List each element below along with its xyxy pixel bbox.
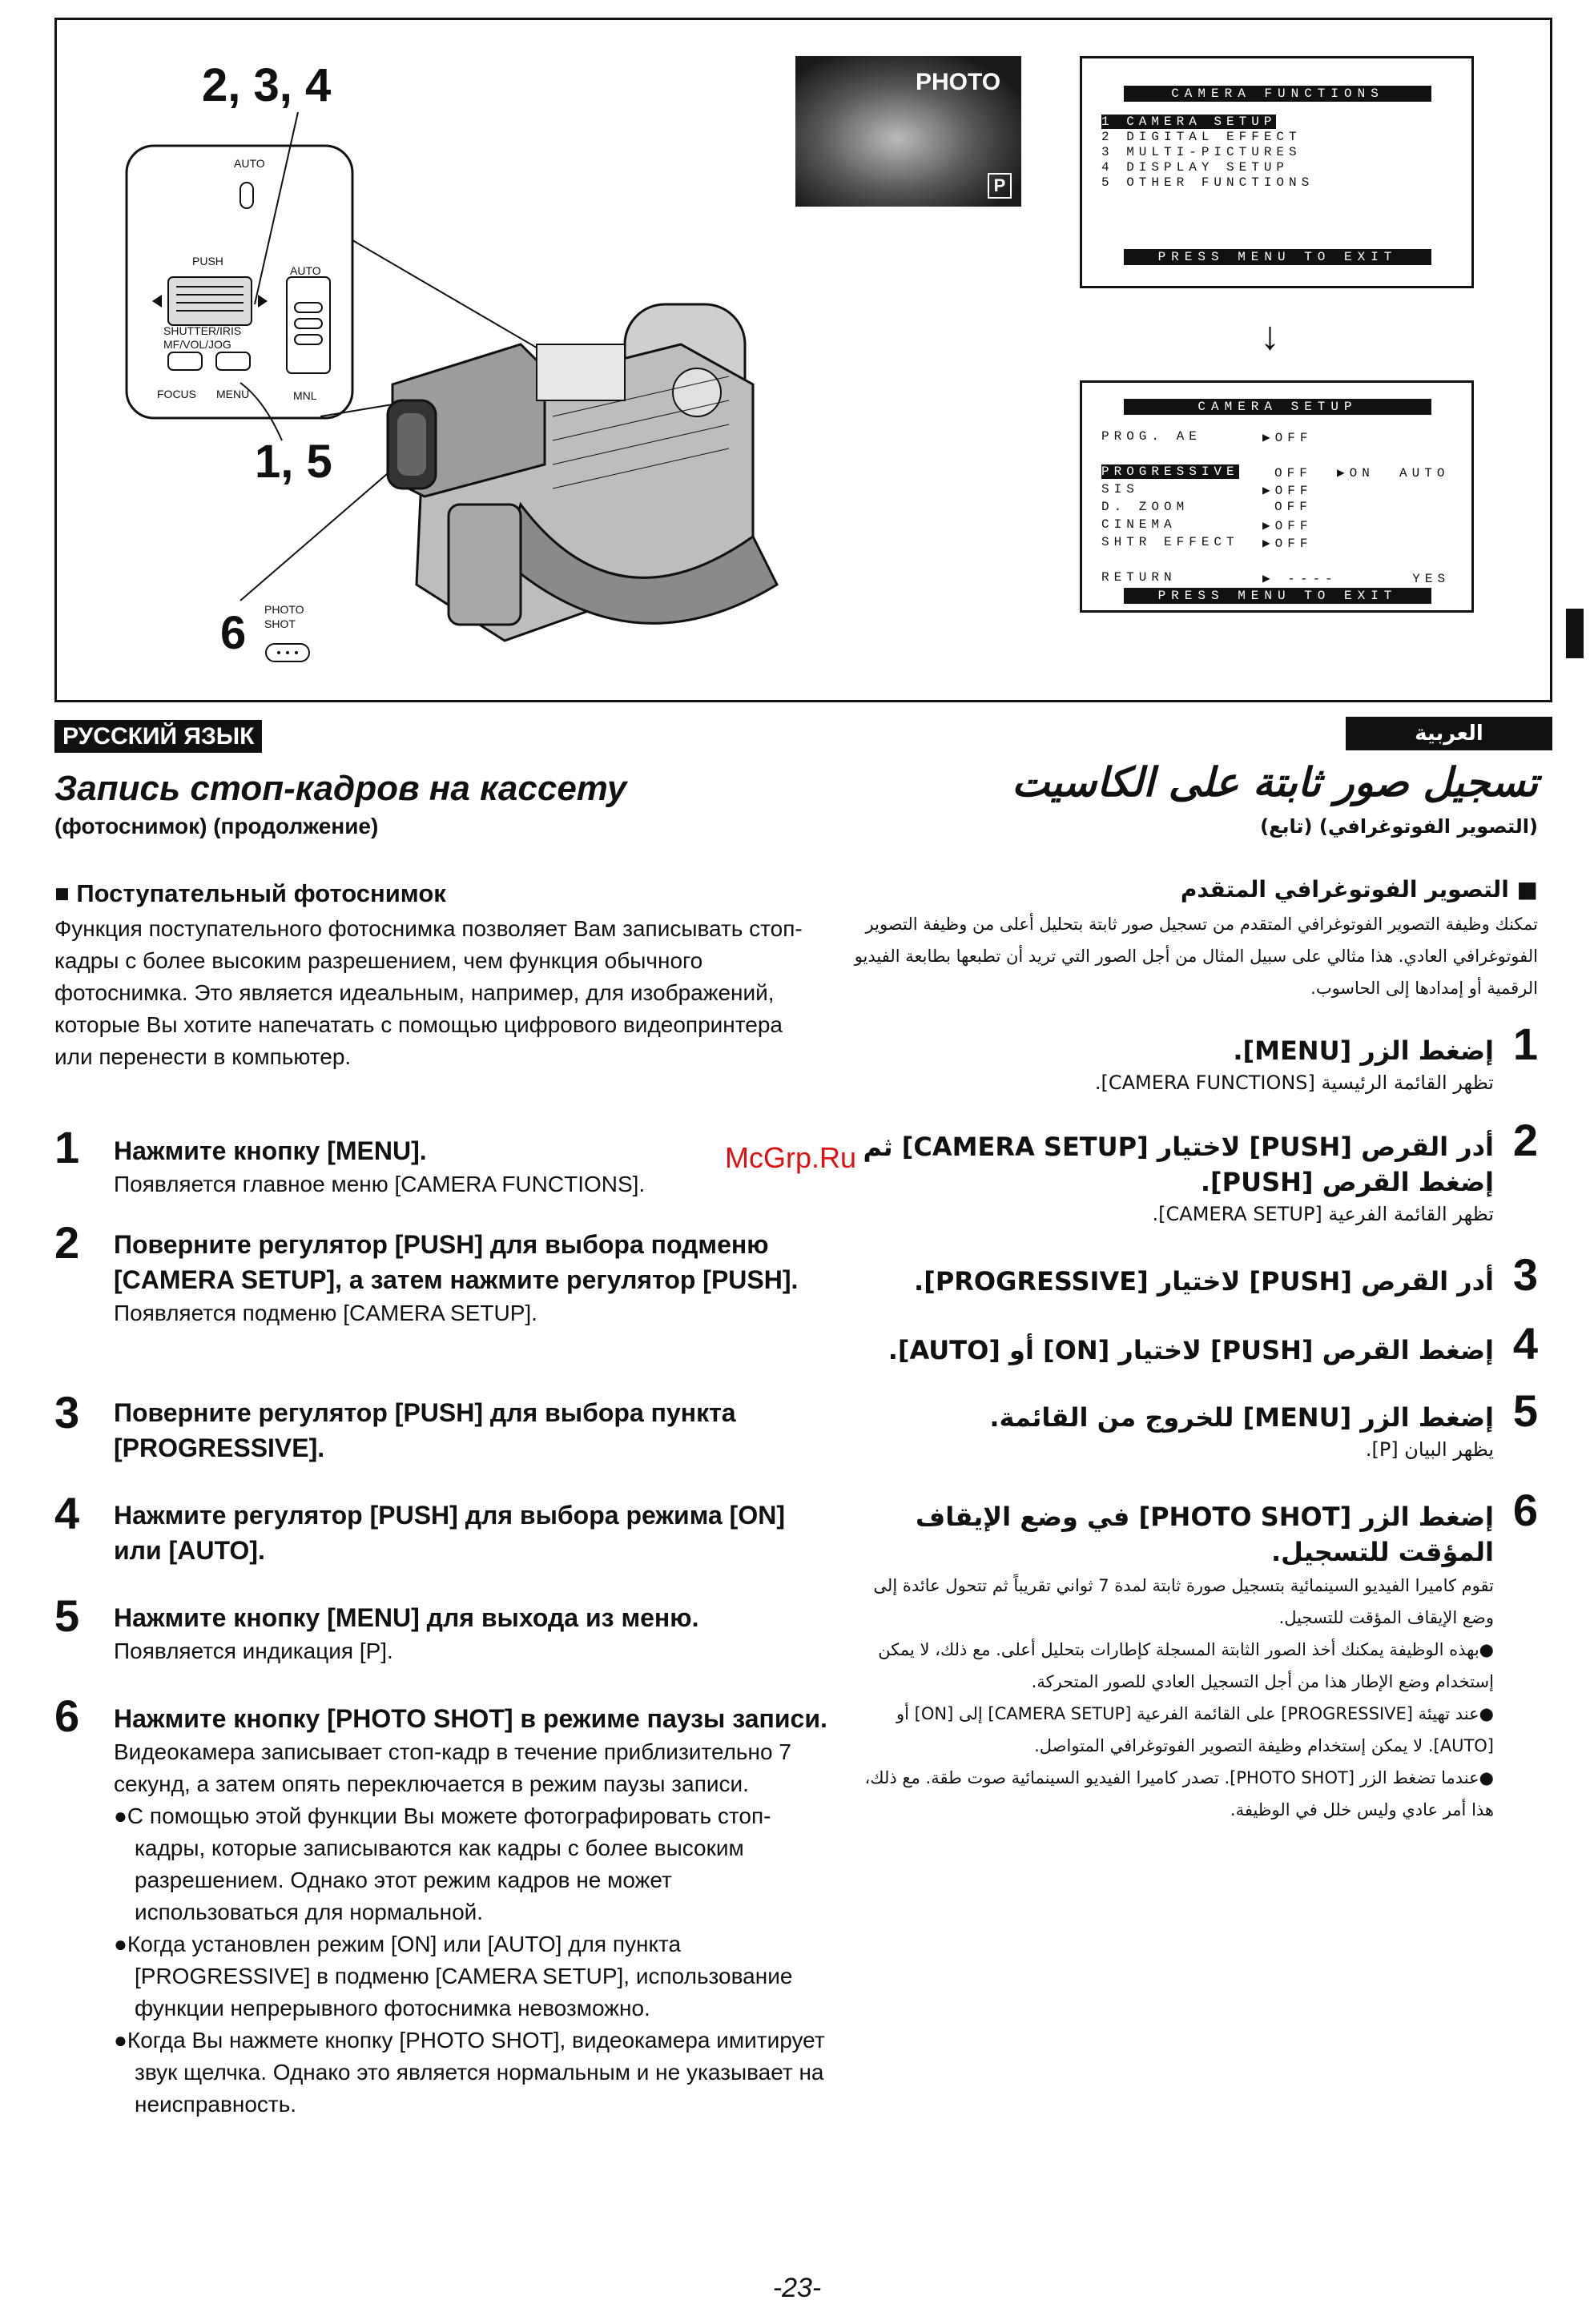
ar-step-3-number: 3 [1512,1249,1538,1300]
ar-step-2-title: أدر القرص [PUSH] لاختيار [CAMERA SETUP] ثم إضغط القرص [PUSH]. [863,1132,1494,1197]
setup-row-sis[interactable]: SIS [1101,482,1139,497]
ru-step-5-number: 5 [54,1590,80,1641]
arabic-intro: تمكنك وظيفة التصوير الفوتوغرافي المتقدم من تسجيل صور ثابتة بتحليل أعلى من وظيفة التصوير الفوتوغرافي العادي. هذا مثالي على سبيل المثال من أجل الصور التي تريد أن تطبعها بطابعة الفيديو الرقمية أو إمدادها إلى الحاسوب. [854,915,1538,998]
ar-note-1: ●بهذه الوظيفة يمكنك أخذ الصور الثابتة المسجلة كإطارات بتحليل أعلى. مع ذلك، لا يمكن إستخدام وضع الإطار هذا من أجل التسجيل العادي للصور المتحركة. [878,1640,1494,1691]
russian-subtitle: (фотоснимок) (продолжение) [54,814,379,838]
ru-step-6-number: 6 [54,1691,80,1741]
ru-step-3-title: Поверните регулятор [PUSH] для выбора пункта [PROGRESSIVE]. [114,1398,736,1462]
ru-step-1-number: 1 [54,1122,80,1172]
setup-row-sis-value: ▶OFF [1262,484,1313,498]
ar-step-4-number: 4 [1512,1318,1538,1369]
menu-item-multi-pictures[interactable]: 3 MULTI-PICTURES [1101,145,1302,159]
ar-note-3: ●عندما تضغط الزر [PHOTO SHOT]. تصدر كاميرا الفيديو السينمائية صوت طقة. مع ذلك، هذا أمر عادي وليس خلل في الوظيفة. [864,1768,1494,1819]
ru-step-1-body: Появляется главное меню [CAMERA FUNCTIONS]. [114,1172,646,1196]
menu-item-display-setup[interactable]: 4 DISPLAY SETUP [1101,160,1290,175]
setup-row-cinema-value: ▶OFF [1262,519,1313,533]
setup-row-shtr-effect-value: ▶OFF [1262,537,1313,551]
ar-step-1-number: 1 [1512,1019,1538,1069]
ru-step-2-body: Появляется подменю [CAMERA SETUP]. [114,1301,537,1325]
russian-section-heading: ■ Поступательный фотоснимок [54,879,446,907]
ar-step-5-body: يظهر البيان [P]. [1365,1438,1494,1461]
page-number: -23- [772,2273,822,2303]
label-focus: FOCUS [157,388,196,400]
setup-row-prog-ae-value: ▶OFF [1262,431,1313,445]
russian-title: Запись стоп-кадров на кассету [54,769,627,808]
ar-step-1-title: إضغط الزر [MENU]. [1233,1035,1494,1066]
arabic-section-heading: ■ التصوير الفوتوغرافي المتقدم [1180,876,1538,903]
menu-item-other-functions[interactable]: 5 OTHER FUNCTIONS [1101,175,1314,190]
camera-setup-menu [1080,380,1474,613]
setup-row-return-value: ▶ ---- YES [1262,572,1451,586]
setup-row-d-zoom[interactable]: D. ZOOM [1101,500,1189,514]
progressive-indicator-icon: P [988,173,1012,199]
setup-row-progressive-value: OFF ▶ON AUTO [1274,466,1450,480]
setup-row-progressive[interactable]: PROGRESSIVE [1101,464,1239,479]
ru-step-5-title: Нажмите кнопку [MENU] для выхода из меню. [114,1603,699,1632]
ar-step-4 [853,1333,1494,1368]
setup-row-cinema[interactable]: CINEMA [1101,517,1177,532]
ru-step-6 [114,1701,835,2121]
russian-language-tag: РУССКИЙ ЯЗЫК [54,723,262,750]
arabic-language-tag: العربية [1346,717,1552,750]
camera-functions-menu-title: CAMERA FUNCTIONS [1124,86,1431,102]
arabic-subtitle: (التصوير الفوتوغرافي) (تابع) [1260,815,1538,838]
ar-step-5 [853,1400,1494,1464]
label-mf-vol-jog: MF/VOL/JOG [163,338,231,351]
menu-item-digital-effect[interactable]: 2 DIGITAL EFFECT [1101,130,1302,144]
ru-step-3 [114,1395,835,1466]
thumb-index-tab [1566,609,1584,658]
press-menu-to-exit: PRESS MENU TO EXIT [1124,588,1431,604]
setup-row-d-zoom-value: OFF [1274,500,1312,514]
ar-step-1-body: تظهر القائمة الرئيسية [CAMERA FUNCTIONS]. [1094,1072,1494,1094]
ar-step-3 [853,1264,1494,1299]
menu-item-camera-setup[interactable]: 1 CAMERA SETUP [1101,115,1277,129]
label-auto-top: AUTO [234,157,265,170]
ru-step-2-number: 2 [54,1217,80,1268]
setup-row-prog-ae[interactable]: PROG. AE [1101,429,1202,444]
ru-step-5-body: Появляется индикация [P]. [114,1638,393,1663]
watermark: McGrp.Ru [725,1141,857,1174]
ru-step-4 [114,1498,835,1568]
ru-step-5 [114,1600,835,1667]
ru-step-4-title: Нажмите регулятор [PUSH] для выбора режима [ON] или [AUTO]. [114,1501,785,1565]
russian-intro: Функция поступательного фотоснимка позволяет Вам записывать стоп-кадры с более высоким разрешением, чем функция обычного фотоснимка. Это является идеальным, например, для изображений, которые Вы хотите напечатать с помощью цифрового видеопринтера или перенести в компьютер. [54,916,803,1069]
ar-step-2-number: 2 [1512,1115,1538,1165]
ru-note-2: ●Когда установлен режим [ON] или [AUTO] для пункта [PROGRESSIVE] в подменю [CAMERA SETUP], использование функции непрерывного фотоснимка невозможно. [114,1932,793,2020]
callout-step-6: 6 [220,607,247,659]
arabic-title: تسجيل صور ثابتة على الكاسيت [1012,759,1538,806]
ru-note-3: ●Когда Вы нажмете кнопку [PHOTO SHOT], видеокамера имитирует звук щелчка. Однако это является нормальным и не указывает на неисправность. [114,2028,825,2117]
label-mnl: MNL [293,389,317,402]
press-menu-to-exit: PRESS MENU TO EXIT [1124,249,1431,265]
ru-step-1-title: Нажмите кнопку [MENU]. [114,1136,427,1165]
ar-step-5-title: إضغط الزر [MENU] للخروج من القائمة. [989,1402,1494,1433]
photo-overlay-text: PHOTO [916,69,1001,95]
ar-step-2-body: تظهر القائمة الفرعية [CAMERA SETUP]. [1152,1203,1494,1225]
label-menu: MENU [216,388,250,400]
ar-step-6-title: إضغط الزر [PHOTO SHOT] في وضع الإيقاف المؤقت للتسجيل. [916,1502,1494,1567]
ru-step-2 [114,1227,835,1329]
ar-step-6-body: تقوم كاميرا الفيديو السينمائية بتسجيل صورة ثابتة لمدة 7 ثواني تقريباً ثم تتحول عائدة إلى وضع الإيقاف المؤقت للتسجيل. [873,1576,1494,1627]
ru-step-6-body: Видеокамера записывает стоп-кадр в течение приблизительно 7 секунд, а затем опять переключается в режим паузы записи. [114,1739,791,1796]
ar-note-2: ●عند تهيئة [PROGRESSIVE] على القائمة الفرعية [CAMERA SETUP] إلى [ON] أو [AUTO]. لا يمكن إستخدام وظيفة التصوير الفوتوغرافي المتواصل. [896,1704,1494,1755]
ru-step-4-number: 4 [54,1488,80,1538]
label-auto-switch: AUTO [290,264,321,277]
setup-row-return[interactable]: RETURN [1101,570,1177,585]
ar-step-6 [853,1499,1494,1826]
ar-step-2 [853,1129,1494,1228]
camcorder-illustration [376,296,825,673]
down-arrow-icon: ↓ [1260,313,1280,358]
setup-row-shtr-effect[interactable]: SHTR EFFECT [1101,535,1239,549]
ar-step-6-number: 6 [1512,1485,1538,1535]
camera-functions-menu [1080,56,1474,288]
ar-step-3-title: أدر القرص [PUSH] لاختيار [PROGRESSIVE]. [914,1266,1494,1297]
callout-steps-1-5: 1, 5 [255,436,332,488]
ru-step-6-title: Нажмите кнопку [PHOTO SHOT] в режиме паузы записи. [114,1704,827,1733]
ru-step-3-number: 3 [54,1387,80,1437]
label-photo-shot: PHOTO SHOT [264,603,304,630]
ar-step-4-title: إضغط القرص [PUSH] لاختيار [ON] أو [AUTO]. [888,1335,1494,1365]
ar-step-5-number: 5 [1512,1385,1538,1436]
label-push: PUSH [192,255,223,267]
camera-setup-menu-title: CAMERA SETUP [1124,399,1431,415]
photo-preview [795,56,1021,207]
label-shutter-iris: SHUTTER/IRIS [163,324,242,337]
callout-steps-2-3-4: 2, 3, 4 [202,59,332,111]
ru-note-1: ●С помощью этой функции Вы можете фотографировать стоп-кадры, которые записываются как кадры с более высоким разрешением. Однако этот режим кадров не может использоваться для нормальной. [114,1803,771,1924]
ar-step-1 [853,1033,1494,1097]
ru-step-2-title: Поверните регулятор [PUSH] для выбора подменю [CAMERA SETUP], а затем нажмите регулятор [PUSH]. [114,1230,799,1294]
